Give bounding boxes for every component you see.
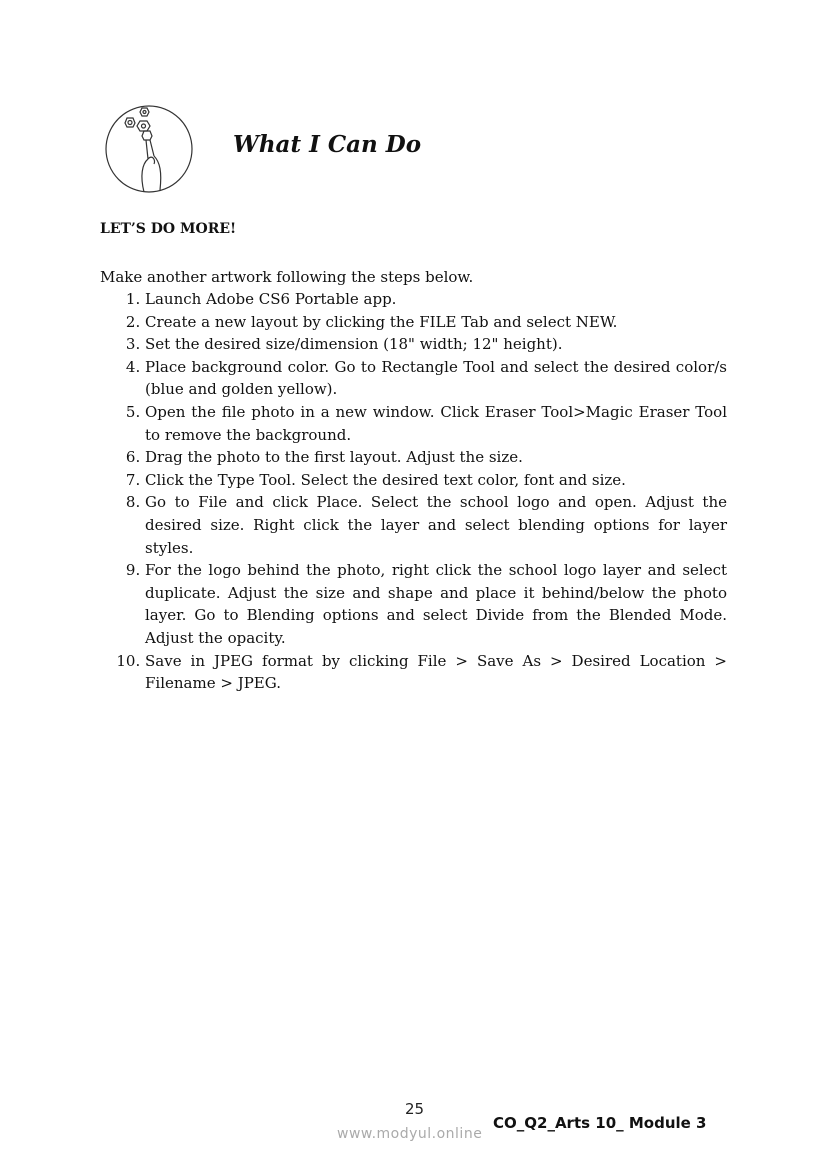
- list-item: 2. Create a new layout by clicking the FILE Tab and select NEW.: [145, 311, 727, 334]
- list-item: 3. Set the desired size/dimension (18" width; 12" height).: [145, 333, 727, 356]
- list-item: 10. Save in JPEG format by clicking File > Save As > Desired Location > Filename > JPEG.: [145, 650, 727, 695]
- list-item: 5. Open the file photo in a new window. Click Eraser Tool>Magic Eraser Tool to remove the background.: [145, 401, 727, 446]
- module-code: CO_Q2_Arts 10_ Module 3: [493, 1114, 707, 1132]
- list-item: 7. Click the Type Tool. Select the desired text color, font and size.: [145, 469, 727, 492]
- list-item: 1. Launch Adobe CS6 Portable app.: [145, 288, 727, 311]
- intro-text: Make another artwork following the steps below.: [100, 268, 474, 286]
- list-item: 4. Place background color. Go to Rectangle Tool and select the desired color/s (blue and golden yellow).: [145, 356, 727, 401]
- steps-list: [100, 288, 727, 695]
- subheading: LET’S DO MORE!: [100, 221, 237, 237]
- list-item: 9. For the logo behind the photo, right click the school logo layer and select duplicate. Adjust the size and shape and place it behind/below the photo layer. Go to Blending options and select Divide from the Blended Mode. Adjust the opacity.: [145, 559, 727, 649]
- page-number: 25: [405, 1100, 425, 1118]
- list-item: 8. Go to File and click Place. Select the school logo and open. Adjust the desired size. Right click the layer and select blending options for layer styles.: [145, 491, 727, 559]
- watermark: www.modyul.online: [337, 1126, 483, 1142]
- list-item: 6. Drag the photo to the first layout. Adjust the size.: [145, 446, 727, 469]
- section-title: What I Can Do: [233, 131, 422, 158]
- hand-with-gears-icon: [104, 104, 194, 194]
